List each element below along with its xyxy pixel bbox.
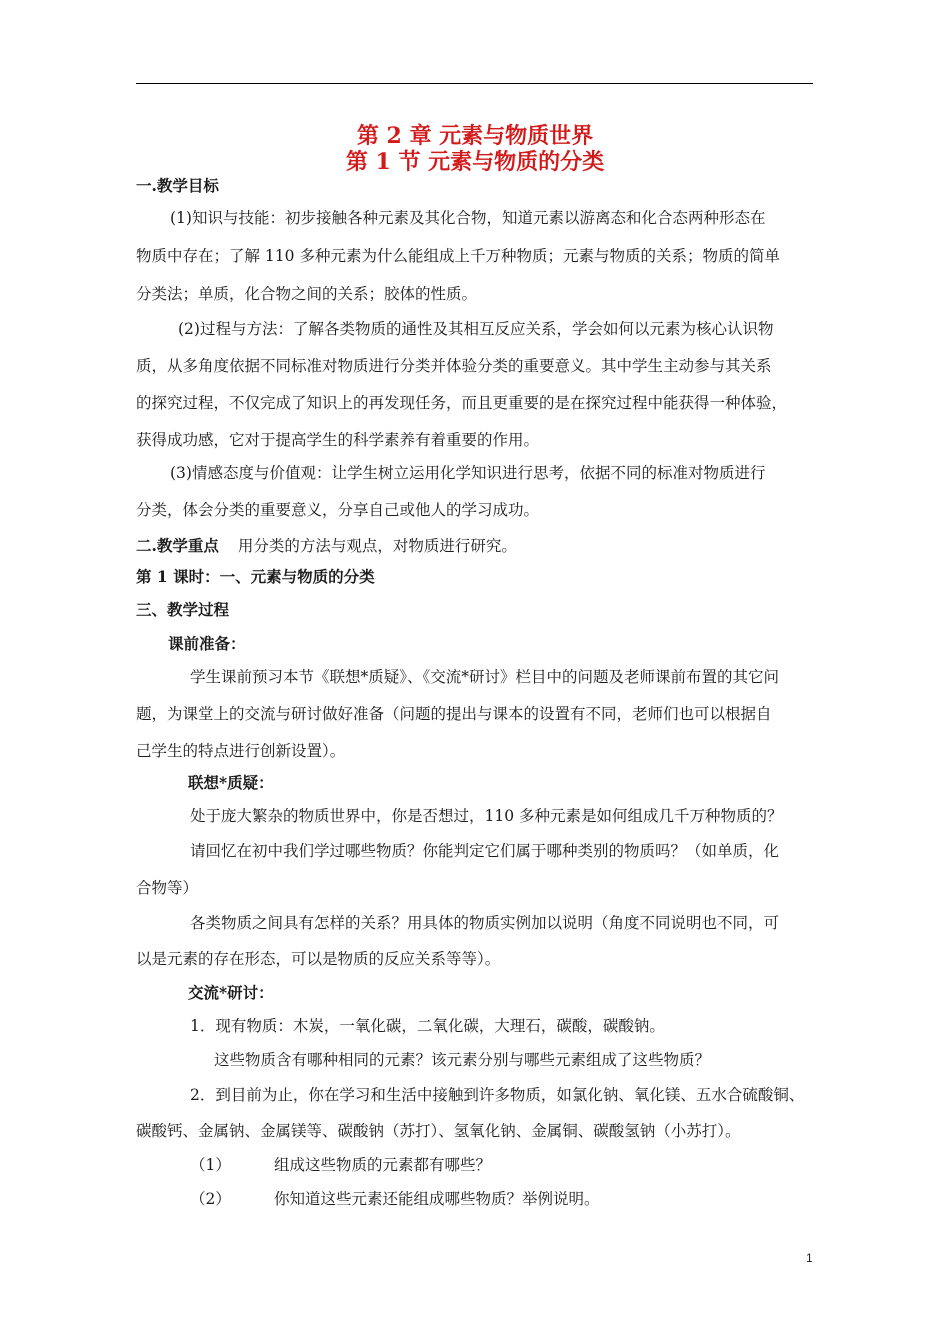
objective-3-line-1: (3)情感态度与价值观：让学生树立运用化学知识进行思考，依据不同的标准对物质进行 <box>170 464 766 482</box>
lianxiang-question-2-line-2: 合物等） <box>136 879 199 897</box>
jiaoliu-item-2-line-2: 碳酸钙、金属钠、金属镁等、碳酸钠（苏打）、氢氧化钠、金属铜、碳酸氢钠（小苏打）。 <box>136 1122 741 1140</box>
sub-question-2-number: （2） <box>190 1190 231 1208</box>
objective-2-line-2: 质，从多角度依据不同标准对物质进行分类并体验分类的重要意义。其中学生主动参与其关系 <box>136 357 772 375</box>
sub-question-2-text: 你知道这些元素还能组成哪些物质？举例说明。 <box>274 1190 600 1208</box>
objective-2-line-1: (2)过程与方法：了解各类物质的通性及其相互反应关系，学会如何以元素为核心认识物 <box>178 320 774 338</box>
prep-heading: 课前准备： <box>168 634 246 653</box>
lianxiang-question-3-line-2: 以是元素的存在形态，可以是物质的反应关系等等）。 <box>136 950 501 968</box>
objectives-heading: 一.教学目标 <box>136 176 219 195</box>
lianxiang-question-1: 处于庞大繁杂的物质世界中，你是否想过，110 多种元素是如何组成几千万种物质的？ <box>190 807 783 825</box>
key-point-paragraph <box>136 536 517 556</box>
lianxiang-question-3-line-1: 各类物质之间具有怎样的关系？用具体的物质实例加以说明（角度不同说明也不同，可 <box>190 914 780 932</box>
objective-2-line-3: 的探究过程，不仅完成了知识上的再发现任务，而且更重要的是在探究过程中能获得一种体验， <box>136 394 788 412</box>
prep-line-2: 题，为课堂上的交流与研讨做好准备（问题的提出与课本的设置有不同，老师们也可以根据自 <box>136 705 772 723</box>
key-point-text: 用分类的方法与观点，对物质进行研究。 <box>237 537 517 555</box>
lesson-heading: 第 1 课时：一、元素与物质的分类 <box>136 567 375 586</box>
jiaoliu-item-1-question: 这些物质含有哪种相同的元素？该元素分别与哪些元素组成了这些物质？ <box>214 1051 711 1069</box>
prep-line-1: 学生课前预习本节《联想*质疑》、《交流*研讨》栏目中的问题及老师课前布置的其它问 <box>190 668 780 686</box>
key-point-heading: 二.教学重点 <box>136 536 219 555</box>
objective-1-line-1: (1)知识与技能：初步接触各种元素及其化合物，知道元素以游离态和化合态两种形态在 <box>170 209 766 227</box>
process-heading: 三、教学过程 <box>136 600 230 619</box>
objective-2-line-4: 获得成功感，它对于提高学生的科学素养有着重要的作用。 <box>136 431 540 449</box>
objective-3-line-2: 分类，体会分类的重要意义，分享自己或他人的学习成功。 <box>136 501 540 519</box>
page-number: 1 <box>806 1251 813 1265</box>
lianxiang-question-2-line-1: 请回忆在初中我们学过哪些物质？你能判定它们属于哪种类别的物质吗？（如单质，化 <box>190 842 780 860</box>
chapter-title: 第 2 章 元素与物质世界 <box>356 123 594 149</box>
jiaoliu-heading: 交流*研讨： <box>188 983 274 1002</box>
jiaoliu-item-2-line-1: 2．到目前为止，你在学习和生活中接触到许多物质，如氯化钠、氧化镁、五水合硫酸铜、 <box>190 1086 805 1104</box>
sub-question-1-number: （1） <box>190 1156 231 1174</box>
section-title: 第 1 节 元素与物质的分类 <box>345 149 605 175</box>
prep-line-3: 己学生的特点进行创新设置）。 <box>136 742 346 760</box>
lianxiang-heading: 联想*质疑： <box>188 773 274 792</box>
objective-1-line-3: 分类法；单质，化合物之间的关系；胶体的性质。 <box>136 285 478 303</box>
header-rule <box>136 83 813 84</box>
jiaoliu-item-1: 1．现有物质：木炭，一氧化碳，二氧化碳，大理石，碳酸，碳酸钠。 <box>190 1017 665 1035</box>
sub-question-1-text: 组成这些物质的元素都有哪些？ <box>274 1156 492 1174</box>
objective-1-line-2: 物质中存在；了解 110 多种元素为什么能组成上千万种物质；元素与物质的关系；物质的简单 <box>136 247 780 265</box>
